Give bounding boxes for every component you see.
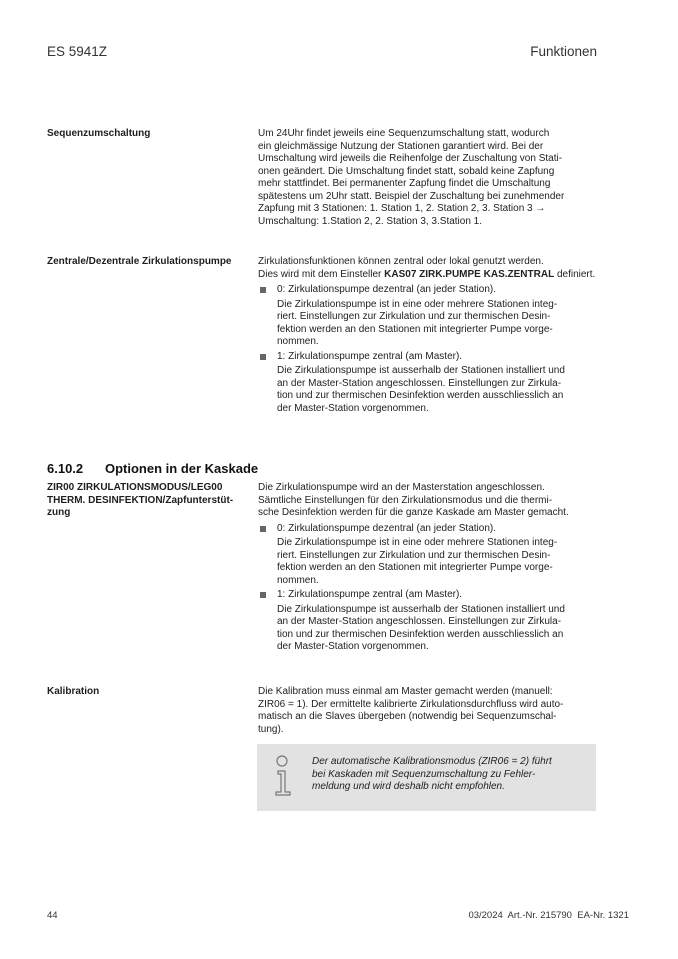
label-kalibration: Kalibration: [47, 686, 100, 697]
bullet-list: [258, 284, 600, 415]
text-line: fektion werden an den Stationen mit integrierter Pumpe vorge-: [277, 562, 553, 573]
text-fragment: definiert.: [554, 268, 596, 280]
text-line: sche Desinfektion werden für die ganze Kaskade am Master gemacht.: [258, 507, 569, 518]
text-line: ein gleichmässige Nutzung der Stationen garantiert wird. Bei der: [258, 140, 544, 152]
text-line: nommen.: [277, 574, 319, 586]
label-zirkulationsmodus: [47, 482, 247, 520]
text-line: tion und zur thermischen Desinfektion werden ausschliesslich an: [277, 628, 564, 640]
bullet-square-icon: [260, 354, 266, 360]
text-line: Sämtliche Einstellungen für den Zirkulationsmodus und die thermi-: [258, 494, 553, 506]
setting-name: KAS07 ZIRK.PUMPE KAS.ZENTRAL: [384, 268, 555, 280]
text-sequenzumschaltung: [258, 128, 600, 228]
bullet-head: 1: Zirkulationspumpe zentral (am Master).: [277, 350, 463, 362]
note-text: [312, 756, 582, 794]
bullet-square-icon: [260, 592, 266, 598]
text-line: [258, 269, 600, 282]
bullet-detail: [277, 365, 600, 415]
footer-ea-nr: EA-Nr. 1321: [577, 910, 629, 921]
footer-art-nr: Art.-Nr. 215790: [507, 910, 572, 921]
label-zirkulationspumpe: Zentrale/Dezentrale Zirkulationspumpe: [47, 256, 232, 267]
text-zirkulationspumpe: [258, 256, 600, 415]
list-item: [258, 523, 600, 588]
text-line: tion und zur thermischen Desinfektion werden ausschliesslich an: [277, 390, 564, 401]
text-line: meldung und wird deshalb nicht empfohlen.: [312, 781, 505, 792]
text-line: Die Zirkulationspumpe ist ausserhalb der Stationen installiert und: [277, 365, 565, 376]
footer-date: 03/2024: [468, 910, 503, 921]
text-line: mehr stattfindet. Bei permanenter Zapfung findet die Umschaltung: [258, 178, 551, 189]
bullet-detail: [277, 604, 600, 654]
page-number: 44: [47, 910, 58, 921]
text-line: Die Kalibration muss einmal am Master gemacht werden (manuell:: [258, 686, 553, 697]
text-line: Der automatische Kalibrationsmodus (ZIR06 = 2) führt: [312, 756, 552, 767]
text-line: Zapfung mit 3 Stationen: 1. Station 1, 2. Station 2, 3. Station 3 →: [258, 203, 546, 214]
text-line: riert. Einstellungen zur Zirkulation und zur thermischen Desin-: [277, 549, 551, 561]
text-line: Umschaltung: 1.Station 2, 2. Station 3, 3.Station 1.: [258, 215, 483, 227]
bullet-square-icon: [260, 287, 266, 293]
text-line: Die Zirkulationspumpe ist in eine oder mehrere Stationen integ-: [277, 537, 558, 548]
bullet-detail: [277, 537, 600, 587]
bullet-list: [258, 523, 600, 654]
text-line: der Master-Station vorgenommen.: [277, 641, 429, 652]
text-line: Die Zirkulationspumpe ist in eine oder mehrere Stationen integ-: [277, 298, 558, 310]
text-zirkulationsmodus: [258, 482, 600, 654]
list-item: [258, 284, 600, 349]
info-note: [257, 744, 596, 811]
label-line: ZIR00 ZIRKULATIONSMODUS/LEG00: [47, 482, 223, 493]
text-line: Die Zirkulationspumpe wird an der Masterstation angeschlossen.: [258, 482, 545, 493]
section-heading: [47, 461, 258, 476]
text-line: spätestens um 2Uhr statt. Beispiel der Zuschaltung bei zunehmender: [258, 190, 565, 202]
header-chapter: Funktionen: [530, 44, 597, 59]
bullet-head: 0: Zirkulationspumpe dezentral (an jeder Station).: [277, 522, 497, 534]
bullet-detail: [277, 299, 600, 349]
text-fragment: Dies wird mit dem Einsteller: [258, 268, 385, 280]
info-icon: [273, 754, 299, 798]
list-item: [258, 351, 600, 416]
bullet-head: 0: Zirkulationspumpe dezentral (an jeder Station).: [277, 284, 497, 295]
text-line: nommen.: [277, 336, 319, 347]
bullet-head: 1: Zirkulationspumpe zentral (am Master).: [277, 589, 463, 600]
text-line: ZIR06 = 1). Der ermittelte kalibrierte Zirkulationsdurchfluss wird auto-: [258, 698, 564, 710]
text-line: Um 24Uhr findet jeweils eine Sequenzumschaltung statt, wodurch: [258, 128, 550, 139]
bullet-square-icon: [260, 526, 266, 532]
header-doc-id: ES 5941Z: [47, 44, 108, 59]
text-line: onen geändert. Die Umschaltung findet statt, sobald keine Zapfung: [258, 165, 555, 177]
text-line: an der Master-Station angeschlossen. Einstellungen zur Zirkula-: [277, 377, 562, 389]
text-line: Die Zirkulationspumpe ist ausserhalb der Stationen installiert und: [277, 603, 565, 615]
text-line: an der Master-Station angeschlossen. Einstellungen zur Zirkula-: [277, 616, 562, 627]
text-line: matisch an die Slaves übergeben (notwendig bei Sequenzumschal-: [258, 711, 557, 722]
text-line: Zirkulationsfunktionen können zentral oder lokal genutzt werden.: [258, 256, 544, 267]
footer-info: [468, 910, 629, 921]
text-line: bei Kaskaden mit Sequenzumschaltung zu Fehler-: [312, 768, 536, 780]
text-line: fektion werden an den Stationen mit integrierter Pumpe vorge-: [277, 323, 553, 335]
text-kalibration: [258, 686, 600, 736]
section-title: Optionen in der Kaskade: [105, 461, 259, 476]
text-line: der Master-Station vorgenommen.: [277, 402, 429, 414]
text-line: riert. Einstellungen zur Zirkulation und zur thermischen Desin-: [277, 311, 551, 322]
section-number: 6.10.2: [47, 461, 84, 476]
label-sequenzumschaltung: Sequenzumschaltung: [47, 128, 151, 139]
label-line: zung: [47, 507, 71, 518]
text-line: Umschaltung wird jeweils die Reihenfolge der Zuschaltung von Stati-: [258, 153, 563, 164]
list-item: [258, 589, 600, 654]
text-line: tung).: [258, 723, 284, 735]
label-line: THERM. DESINFEKTION/Zapfunterstüt-: [47, 494, 234, 506]
